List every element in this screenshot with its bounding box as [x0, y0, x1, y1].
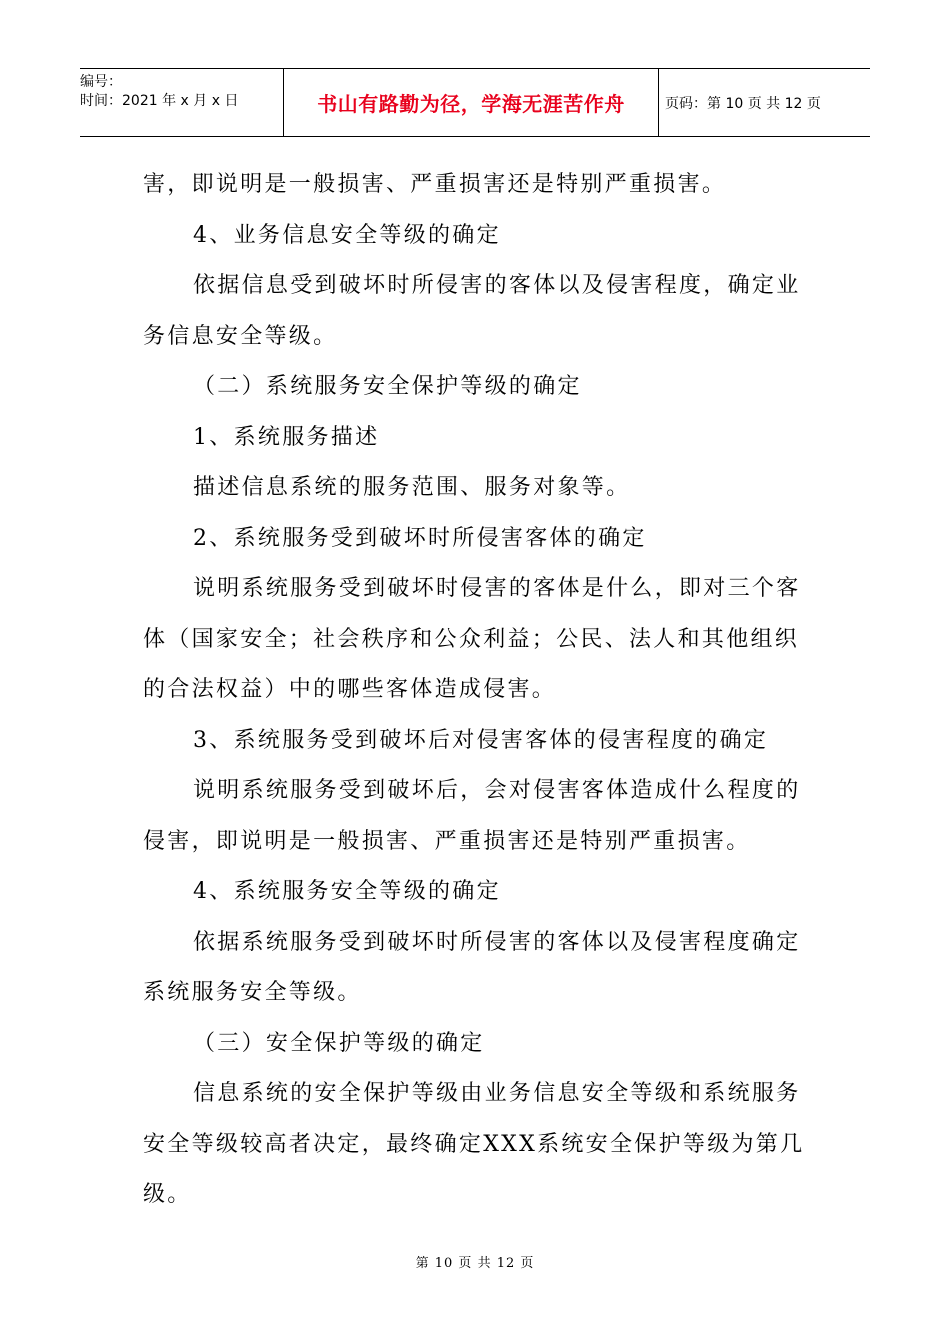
subheading: 3、系统服务受到破坏后对侵害客体的侵害程度的确定	[193, 727, 769, 753]
header-motto: 书山有路勤为径，学海无涯苦作舟	[317, 92, 625, 116]
paragraph: 信息系统的安全保护等级由业务信息安全等级和系统服务安全等级较高者决定，最终确定XXX系统安全保护等级为第几级。	[143, 1081, 805, 1207]
page-footer: 第 10 页 共 12 页	[415, 1256, 535, 1271]
paragraph: 说明系统服务受到破坏时侵害的客体是什么，即对三个客体（国家安全；社会秩序和公众利益；公民、法人和其他组织的合法权益）中的哪些客体造成侵害。	[143, 576, 801, 702]
paragraph: 描述信息系统的服务范围、服务对象等。	[193, 475, 631, 500]
document-date-label: 时间：2021 年 x 月 x 日	[80, 93, 239, 109]
section-heading: （三）安全保护等级的确定	[193, 1030, 485, 1056]
page-header	[80, 68, 870, 137]
document-number-label: 编号：	[80, 74, 122, 90]
header-page-code: 页码：第 10 页 共 12 页	[665, 95, 821, 112]
paragraph: 说明系统服务受到破坏后，会对侵害客体造成什么程度的侵害，即说明是一般损害、严重损害还是特别严重损害。	[143, 778, 801, 854]
paragraph: 害，即说明是一般损害、严重损害还是特别严重损害。	[143, 172, 727, 197]
header-motto-cell	[283, 69, 659, 136]
subheading: 4、业务信息安全等级的确定	[193, 222, 501, 248]
document-body	[143, 160, 811, 1221]
subheading: 2、系统服务受到破坏时所侵害客体的确定	[193, 525, 647, 551]
paragraph: 依据信息受到破坏时所侵害的客体以及侵害程度，确定业务信息安全等级。	[143, 273, 801, 349]
paragraph: 依据系统服务受到破坏时所侵害的客体以及侵害程度确定系统服务安全等级。	[143, 929, 801, 1005]
section-heading: （二）系统服务安全保护等级的确定	[193, 374, 582, 399]
subheading: 1、系统服务描述	[193, 424, 380, 450]
header-page-code-cell	[659, 69, 870, 136]
subheading: 4、系统服务安全等级的确定	[193, 879, 501, 904]
header-meta	[80, 69, 283, 136]
